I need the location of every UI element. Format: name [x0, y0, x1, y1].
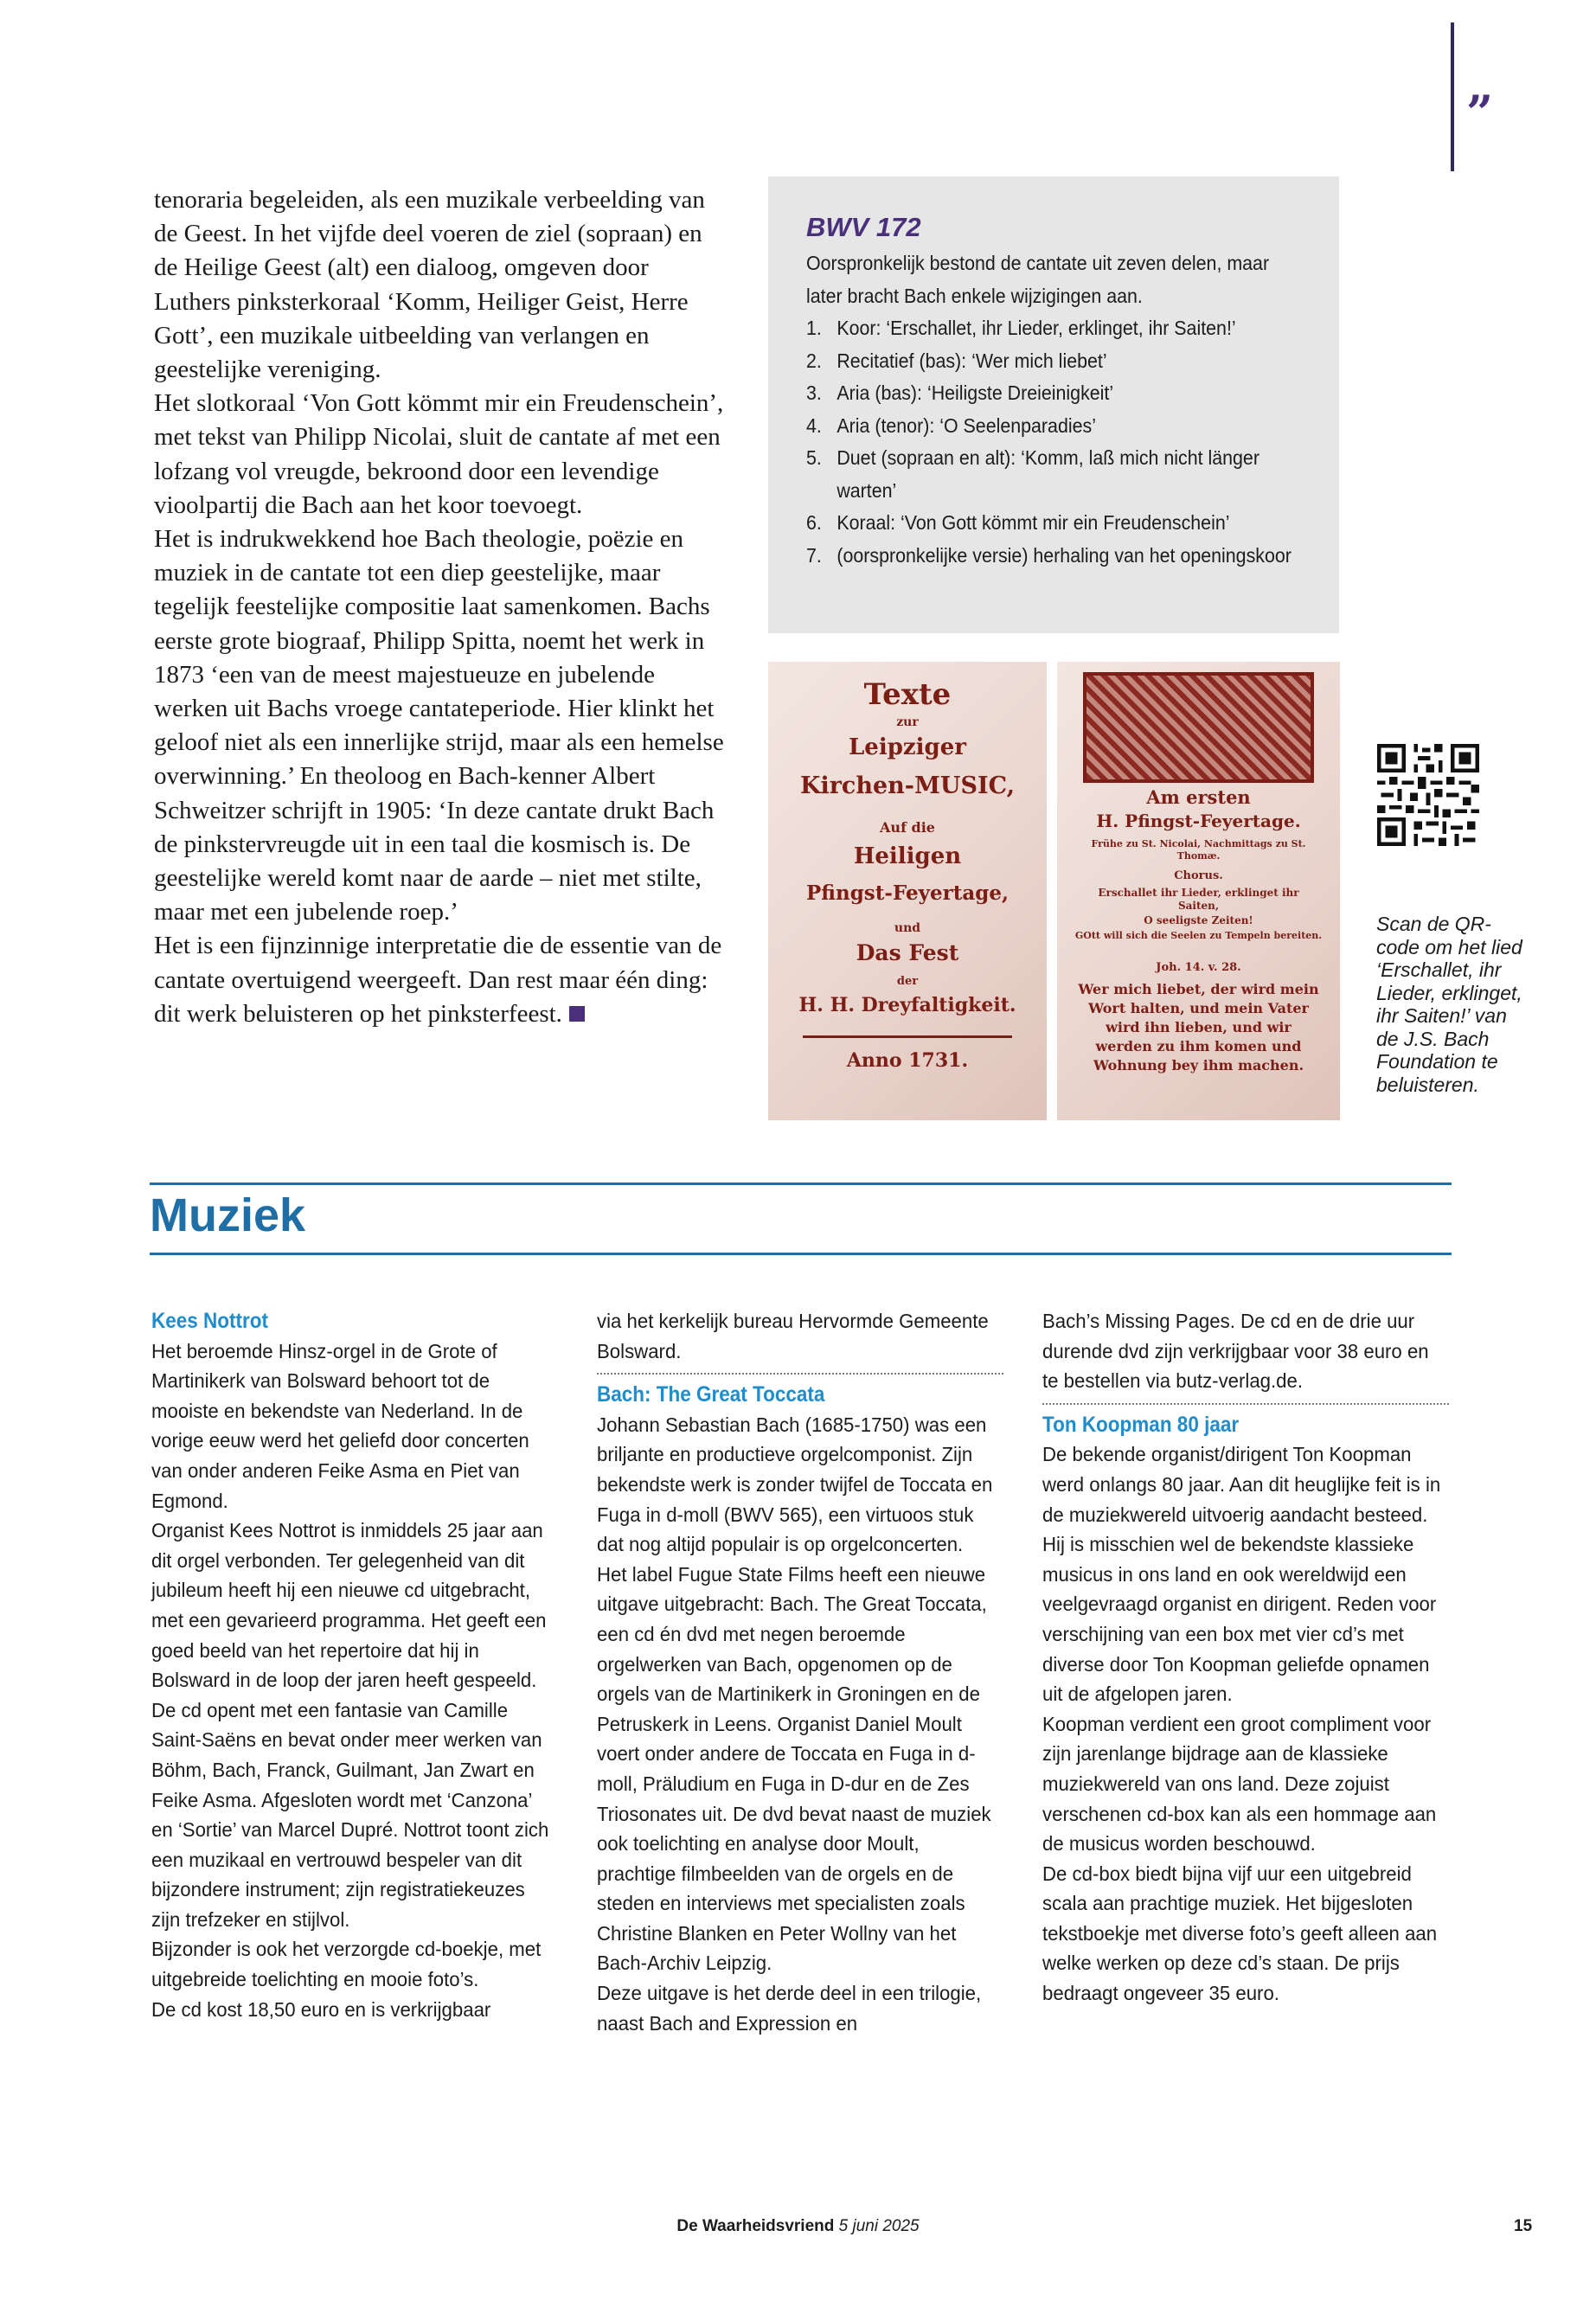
- article-paragraph-text: Het is een fijnzinnige interpretatie die de essentie van de cantate overtuigend weergeeft. Dan rest maar één ding: dit werk beluisteren op het pinksterfeest.: [154, 932, 722, 1028]
- review-paragraph: Bach’s Missing Pages. De cd en de drie uur durende dvd zijn verkrijgbaar voor 38 euro en te bestellen via butz-verlag.de.: [1042, 1310, 1429, 1393]
- magazine-name: De Waarheidsvriend: [676, 2217, 835, 2235]
- ornamental-header-icon: [1083, 672, 1314, 783]
- page-number: 15: [1514, 2217, 1533, 2235]
- review-paragraph: Koopman verdient een groot compliment voor zijn jarenlange bijdrage aan de klassieke muziekwereld van ons land. Deze zojuist verschenen cd-box kan als een hommage aan de musicus worden beschouwd.: [1042, 1712, 1437, 1856]
- manuscript-chorus-page-image: [1057, 662, 1340, 1120]
- review-paragraph: Het label Fugue State Films heeft een nieuwe uitgave uitgebracht: Bach. The Great Toccata, een cd én dvd met negen beroemde orgelwerken van Bach, opgenomen op de orgels van de Martinikerk in Groningen en de Petruskerk in Leens. Organist Daniel Moult voert onder andere de Toccata en Fuga in d-moll, Präludium en Fuga in D-dur en de Zes Triosonates uit. De dvd bevat naast de muziek ook toelichting en analyse door Moult, prachtige filmbeelden van de orgels en de steden en interviews met specialisten zoals Christine Blanken en Peter Wollny van het Bach-Archiv Leipzig.: [597, 1562, 991, 1975]
- article-paragraph: tenoraria begeleiden, als een muzikale verbeelding van de Geest. In het vijfde deel voeren de ziel (sopraan) en de Heilige Geest (alt) een dialoog, omgeven door Luthers pinksterkoraal ‘Komm, Heiliger Geist, Herre Gott’, een muzikale uitbeelding van verlangen en geestelijke vereniging.: [154, 186, 705, 384]
- review-paragraph: Bijzonder is ook het verzorgde cd-boekje, met uitgebreide toelichting en mooie foto’s.: [151, 1938, 542, 1991]
- bwv-sidebar-box: [768, 176, 1339, 633]
- bwv-title: BWV 172: [806, 212, 921, 242]
- quote-mark-icon: ”: [1466, 85, 1494, 140]
- manuscript-line: Texte: [863, 677, 952, 712]
- list-number: 7.: [806, 543, 822, 567]
- manuscript-line: Anno 1731.: [846, 1049, 969, 1072]
- list-number: 4.: [806, 413, 822, 437]
- manuscript-line: und: [894, 921, 921, 935]
- manuscript-line: Chorus.: [1174, 869, 1223, 882]
- manuscript-line: O seeligste Zeiten!: [1144, 914, 1253, 926]
- manuscript-line: Erschallet ihr Lieder, erklinget ihr Saiten,: [1098, 887, 1299, 912]
- manuscript-line: H. Pfingst-Feyertage.: [1096, 811, 1301, 831]
- list-text: Aria (bas): ‘Heiligste Dreieinigkeit’: [836, 381, 1114, 404]
- manuscript-line: Pfingst-Feyertage,: [805, 881, 1009, 905]
- manuscript-line: Kirchen-MUSIC,: [799, 772, 1015, 799]
- review-paragraph: De bekende organist/dirigent Ton Koopman werd onlangs 80 jaar. Aan dit heuglijke feit is in de muziekwereld uitvoerig aandacht besteed. Hij is misschien wel de bekendste klassieke musicus in ons land en ook wereldwijd een veelgevraagd organist en dirigent. Reden voor verschijning van een box met vier cd’s met diverse door Ton Koopman geliefde opnamen uit de afgelopen jaren.: [1042, 1443, 1441, 1706]
- review-column-2: [597, 1306, 1003, 2038]
- end-mark-icon: [569, 1006, 585, 1022]
- article-body: [154, 183, 725, 1031]
- article-paragraph: [154, 929, 725, 1031]
- list-number: 1.: [806, 317, 822, 339]
- manuscript-line: Wer mich liebet, der wird mein Wort halten, und mein Vater wird ihn lieben, und wir werden zu ihm komen und Wohnung bey ihm machen.: [1078, 981, 1319, 1074]
- vertical-divider: [1451, 22, 1454, 171]
- manuscript-line: Joh. 14. v. 28.: [1156, 961, 1241, 974]
- list-text: (oorspronkelijke versie) herhaling van het openingskoor: [836, 543, 1292, 567]
- qr-caption: Scan de QR-code om het lied ‘Erschallet, ihr Lieder, erklinget, ihr Saiten!’ van de J.S. Bach Foundation te beluisteren.: [1376, 913, 1522, 1096]
- manuscript-line: Am ersten: [1146, 786, 1251, 808]
- section-bottom-rule: [150, 1253, 1452, 1255]
- review-column-3: [1042, 1306, 1449, 2009]
- manuscript-line: zur: [896, 715, 919, 729]
- list-item: [806, 345, 1305, 378]
- bwv-intro: Oorspronkelijk bestond de cantate uit zeven delen, maar later bracht Bach enkele wijzigingen aan.: [806, 252, 1270, 307]
- list-item: [806, 442, 1305, 507]
- bwv-movement-list: [806, 312, 1305, 572]
- list-number: 5.: [806, 446, 822, 469]
- list-number: 6.: [806, 511, 822, 534]
- list-text: Aria (tenor): ‘O Seelenparadies’: [836, 413, 1096, 437]
- review-paragraph: De cd opent met een fantasie van Camille Saint-Saëns en bevat onder meer werken van Böhm, Bach, Franck, Guilmant, Jan Zwart en Feike Asma. Afgesloten wordt met ‘Canzona’ en ‘Sortie’ van Marcel Dupré. Nottrot toont zich een muzikaal en vertrouwd bespeler van dit bijzondere instrument; zijn registratiekeuzes zijn trefzeker en stijlvol.: [151, 1698, 549, 1931]
- dotted-separator: [1042, 1403, 1449, 1405]
- manuscript-line: der: [896, 975, 919, 988]
- manuscript-line: Das Fest: [856, 940, 959, 965]
- manuscript-line: Leipziger: [849, 734, 966, 760]
- list-item: [806, 312, 1305, 345]
- list-item: [806, 507, 1305, 540]
- list-text: Koor: ‘Erschallet, ihr Lieder, erklinget, ihr Saiten!’: [836, 317, 1236, 339]
- review-paragraph: Deze uitgave is het derde deel in een trilogie, naast Bach and Expression en: [597, 1982, 982, 2035]
- manuscript-line: Auf die: [880, 819, 935, 836]
- list-number: 2.: [806, 349, 822, 372]
- review-paragraph: Organist Kees Nottrot is inmiddels 25 jaar aan dit orgel verbonden. Ter gelegenheid van dit jubileum heeft hij een nieuwe cd uitgebracht, met een gevarieerd programma. Het geeft een goed beeld van het repertoire dat hij in Bolsward in de loop der jaren heeft gespeeld.: [151, 1519, 547, 1692]
- issue-date: 5 juni 2025: [838, 2217, 920, 2235]
- qr-code-icon[interactable]: [1377, 744, 1479, 846]
- list-number: 3.: [806, 381, 822, 404]
- list-text: Duet (sopraan en alt): ‘Komm, laß mich nicht länger warten’: [836, 446, 1259, 502]
- review-heading: Ton Koopman 80 jaar: [1042, 1412, 1240, 1437]
- list-item: [806, 377, 1305, 410]
- section-top-rule: [150, 1183, 1452, 1185]
- list-item: [806, 410, 1305, 443]
- review-heading: Kees Nottrot: [151, 1309, 269, 1333]
- review-paragraph: Johann Sebastian Bach (1685-1750) was een briljante en productieve orgelcomponist. Zijn bekendste werk is zonder twijfel de Toccata en Fuga in d-moll (BWV 565), een virtuoos stuk dat nog altijd populair is op orgelconcerten.: [597, 1413, 993, 1556]
- list-text: Recitatief (bas): ‘Wer mich liebet’: [836, 349, 1107, 372]
- section-title: Muziek: [150, 1189, 306, 1241]
- article-paragraph: Het slotkoraal ‘Von Gott kömmt mir ein Freudenschein’, met tekst van Philipp Nicolai, sluit de cantate af met een lofzang vol vreugde, bekroond door een levendige vioolpartij die Bach aan het koor toevoegt.: [154, 389, 724, 519]
- article-paragraph: Het is indrukwekkend hoe Bach theologie, poëzie en muziek in de cantate tot een diep geestelijke, maar tegelijk feestelijke compositie laat samenkomen. Bachs eerste grote biograaf, Philipp Spitta, noemt het werk in 1873 ‘een van de meest majestueuze en jubelende werken uit Bachs vroege cantateperiode. Hier klinkt het geloof niet als een innerlijke strijd, maar als een hemelse overwinning.’ En theoloog en Bach-kenner Albert Schweitzer schrijft in 1905: ‘In deze cantate drukt Bach de pinkstervreugde uit in een taal die kosmisch is. De geestelijke wereld komt naar de aarde – niet met stilte, maar met een jubelende roep.’: [154, 525, 724, 926]
- review-column-1: [151, 1306, 558, 2024]
- manuscript-line: Heiligen: [853, 843, 962, 869]
- review-paragraph: Het beroemde Hinsz-orgel in de Grote of Martinikerk van Bolsward behoort tot de mooiste en bekendste van Nederland. In de vorige eeuw werd het geliefd door concerten van onder anderen Feike Asma en Piet van Egmond.: [151, 1339, 529, 1512]
- review-paragraph: De cd-box biedt bijna vijf uur een uitgebreid scala aan prachtige muziek. Het bijgesloten tekstboekje met diverse foto’s geeft alleen aan welke werken op deze cd’s staan. De prijs bedraagt ongeveer 35 euro.: [1042, 1862, 1438, 2005]
- review-paragraph: via het kerkelijk bureau Hervormde Gemeente Bolsward.: [597, 1310, 989, 1362]
- manuscript-title-page-image: [768, 662, 1047, 1120]
- list-item: [806, 540, 1305, 573]
- manuscript-line: Frühe zu St. Nicolai, Nachmittags zu St. Thomæ.: [1091, 838, 1306, 862]
- list-text: Koraal: ‘Von Gott kömmt mir ein Freudenschein’: [836, 511, 1230, 534]
- page-footer: [0, 2217, 1596, 2236]
- dotted-separator: [597, 1373, 1003, 1375]
- manuscript-line: H. H. Dreyfaltigkeit.: [798, 994, 1016, 1016]
- review-heading: Bach: The Great Toccata: [597, 1382, 825, 1407]
- manuscript-rule: [803, 1035, 1012, 1038]
- manuscript-line: GOtt will sich die Seelen zu Tempeln bereiten.: [1074, 930, 1323, 941]
- review-paragraph: De cd kost 18,50 euro en is verkrijgbaar: [151, 1997, 491, 2021]
